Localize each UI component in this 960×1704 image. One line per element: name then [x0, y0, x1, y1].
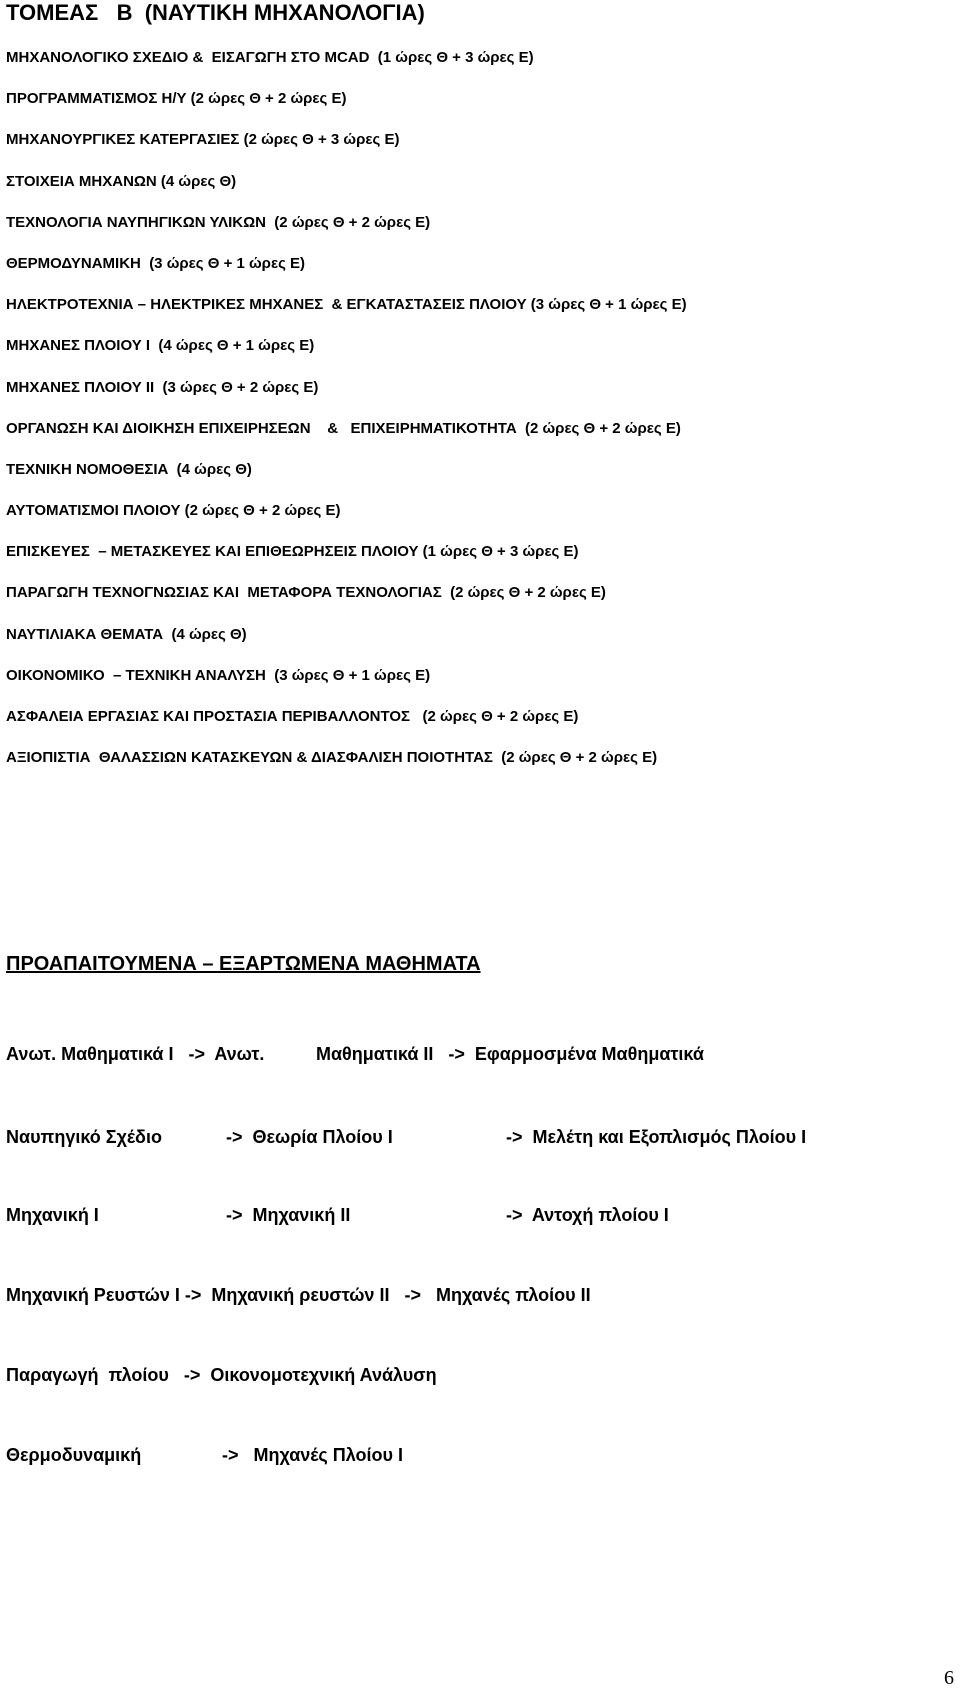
course-item: ΘΕΡΜΟΔΥΝΑΜΙΚΗ (3 ώρες Θ + 1 ώρες Ε)	[6, 254, 306, 272]
course-list	[6, 48, 687, 789]
prerequisite-course: Ναυπηγικό Σχέδιο	[6, 1127, 162, 1147]
course-item: ΝΑΥΤΙΛΙΑΚΑ ΘΕΜΑΤΑ (4 ώρες Θ)	[6, 625, 247, 643]
prerequisite-course: Παραγωγή πλοίου -> Οικονομοτεχνική Ανάλυση	[6, 1365, 437, 1385]
prerequisites-heading: ΠΡΟΑΠΑΙΤΟΥΜΕΝΑ – ΕΞΑΡΤΩΜΕΝΑ ΜΑΘΗΜΑΤΑ	[6, 953, 481, 975]
course-item: ΤΕΧΝΟΛΟΓΙΑ ΝΑΥΠΗΓΙΚΩΝ ΥΛΙΚΩΝ (2 ώρες Θ + 2 ώρες Ε)	[6, 213, 431, 231]
prerequisite-course: Μηχανική Ρευστών Ι -> Μηχανική ρευστών ΙΙ -> Μηχανές πλοίου ΙΙ	[6, 1285, 591, 1305]
course-item: ΜΗΧΑΝΟΛΟΓΙΚΟ ΣΧΕΔΙΟ & ΕΙΣΑΓΩΓΗ ΣΤΟ MCAD (1 ώρες Θ + 3 ώρες Ε)	[6, 49, 534, 66]
prerequisite-row	[6, 1283, 956, 1309]
course-item: ΗΛΕΚΤΡΟΤΕΧΝΙΑ – ΗΛΕΚΤΡΙΚΕΣ ΜΗΧΑΝΕΣ & ΕΓΚΑΤΑΣΤΑΣΕΙΣ ΠΛΟΙΟΥ (3 ώρες Θ + 1 ώρες Ε)	[6, 296, 687, 314]
prerequisite-course: -> Αντοχή πλοίου Ι	[506, 1205, 669, 1225]
prerequisite-course: -> Μηχανές Πλοίου Ι	[222, 1445, 404, 1465]
course-item: ΑΞΙΟΠΙΣΤΙΑ ΘΑΛΑΣΣΙΩΝ ΚΑΤΑΣΚΕΥΩΝ & ΔΙΑΣΦΑΛΙΣΗ ΠΟΙΟΤΗΤΑΣ (2 ώρες Θ + 2 ώρες Ε)	[6, 749, 658, 767]
course-item: ΠΡΟΓΡΑΜΜΑΤΙΣΜΟΣ Η/Υ (2 ώρες Θ + 2 ώρες Ε)	[6, 90, 347, 108]
prerequisite-row	[6, 1125, 956, 1151]
prerequisite-row	[6, 1363, 956, 1389]
course-item: ΤΕΧΝΙΚΗ ΝΟΜΟΘΕΣΙΑ (4 ώρες Θ)	[6, 460, 252, 478]
prerequisite-row	[6, 1042, 956, 1068]
course-item: ΣΤΟΙΧΕΙΑ ΜΗΧΑΝΩΝ (4 ώρες Θ)	[6, 172, 237, 190]
course-item: ΜΗΧΑΝΕΣ ΠΛΟΙΟΥ Ι (4 ώρες Θ + 1 ώρες Ε)	[6, 337, 315, 355]
page-title: ΤΟΜΕΑΣ Β (ΝΑΥΤΙΚΗ ΜΗΧΑΝΟΛΟΓΙΑ)	[6, 0, 425, 25]
course-item: ΟΡΓΑΝΩΣΗ ΚΑΙ ΔΙΟΙΚΗΣΗ ΕΠΙΧΕΙΡΗΣΕΩΝ & ΕΠΙΧΕΙΡΗΜΑΤΙΚΟΤΗΤΑ (2 ώρες Θ + 2 ώρες Ε)	[6, 419, 681, 437]
course-item: ΟΙΚΟΝΟΜΙΚΟ – ΤΕΧΝΙΚΗ ΑΝΑΛΥΣΗ (3 ώρες Θ + 1 ώρες Ε)	[6, 666, 431, 684]
prerequisite-course: -> Θεωρία Πλοίου Ι	[226, 1127, 393, 1147]
prerequisite-course: -> Μελέτη και Εξοπλισμός Πλοίου Ι	[506, 1127, 807, 1147]
course-item: ΠΑΡΑΓΩΓΗ ΤΕΧΝΟΓΝΩΣΙΑΣ ΚΑΙ ΜΕΤΑΦΟΡΑ ΤΕΧΝΟΛΟΓΙΑΣ (2 ώρες Θ + 2 ώρες Ε)	[6, 584, 606, 602]
prerequisite-row	[6, 1203, 956, 1229]
course-item: ΜΗΧΑΝΟΥΡΓΙΚΕΣ ΚΑΤΕΡΓΑΣΙΕΣ (2 ώρες Θ + 3 ώρες Ε)	[6, 131, 400, 149]
page-number: 6	[944, 1667, 954, 1689]
prerequisite-row	[6, 1443, 956, 1469]
prerequisite-course: Μηχανική Ι	[6, 1205, 99, 1225]
prerequisite-course: Ανωτ. Μαθηματικά Ι -> Ανωτ.	[6, 1044, 265, 1064]
course-item: ΑΣΦΑΛΕΙΑ ΕΡΓΑΣΙΑΣ ΚΑΙ ΠΡΟΣΤΑΣΙΑ ΠΕΡΙΒΑΛΛΟΝΤΟΣ (2 ώρες Θ + 2 ώρες Ε)	[6, 708, 579, 725]
course-item: ΕΠΙΣΚΕΥΕΣ – ΜΕΤΑΣΚΕΥΕΣ ΚΑΙ ΕΠΙΘΕΩΡΗΣΕΙΣ ΠΛΟΙΟΥ (1 ώρες Θ + 3 ώρες Ε)	[6, 543, 579, 561]
course-item: ΜΗΧΑΝΕΣ ΠΛΟΙΟΥ ΙΙ (3 ώρες Θ + 2 ώρες Ε)	[6, 378, 319, 396]
prerequisite-course: Μαθηματικά ΙΙ -> Εφαρμοσμένα Μαθηματικά	[316, 1044, 704, 1064]
prerequisite-course: Θερμοδυναμική	[6, 1445, 142, 1465]
prerequisite-course: -> Μηχανική ΙΙ	[226, 1205, 351, 1225]
course-item: ΑΥΤΟΜΑΤΙΣΜΟΙ ΠΛΟΙΟΥ (2 ώρες Θ + 2 ώρες Ε)	[6, 502, 341, 520]
